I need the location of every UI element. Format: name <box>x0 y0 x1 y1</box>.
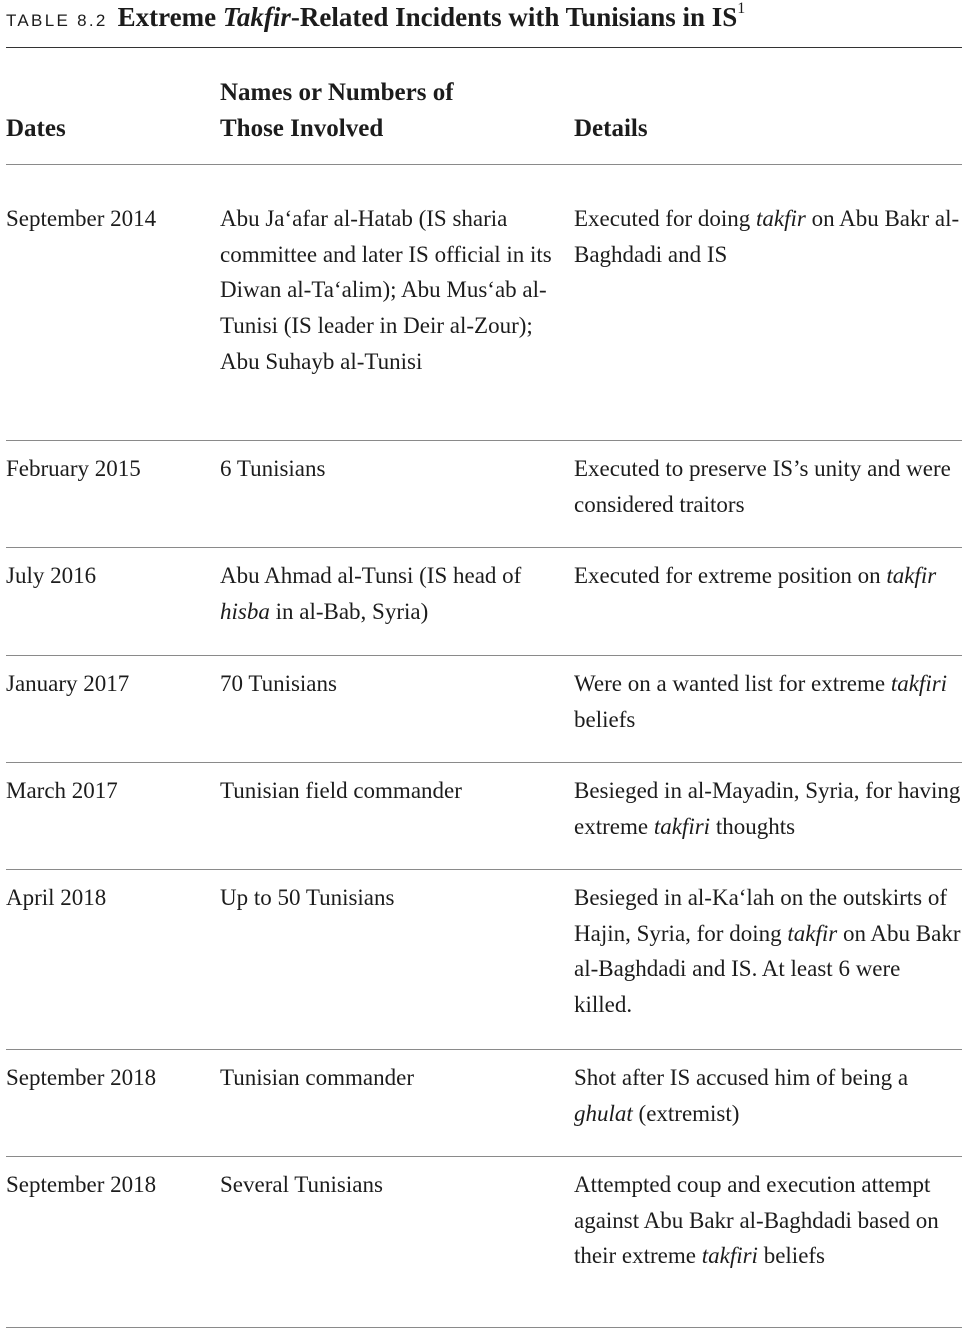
row-names: Tunisian commander <box>220 1065 414 1090</box>
row-details: Executed for doing takfir on Abu Bakr al-Baghdadi and IS <box>574 206 960 267</box>
table-caption <box>6 2 745 33</box>
row-divider <box>6 1156 962 1157</box>
footnote-marker: 1 <box>737 0 746 17</box>
row-names: 6 Tunisians <box>220 456 326 481</box>
row-details: Besieged in al-Ka‘lah on the outskirts of Hajin, Syria, for doing takfir on Abu Bakr al-Baghdadi and IS. At least 6 were killed. <box>574 885 961 1018</box>
row-names: Up to 50 Tunisians <box>220 885 395 910</box>
row-details: Attempted coup and execution attempt against Abu Bakr al-Baghdadi based on their extreme takfiri beliefs <box>574 1172 939 1269</box>
header-dates: Dates <box>6 115 66 142</box>
row-names: Abu Ahmad al-Tunsi (IS head of hisba in al-Bab, Syria) <box>220 563 522 624</box>
row-divider <box>6 762 962 763</box>
row-names: Several Tunisians <box>220 1172 383 1197</box>
header-details: Details <box>574 115 648 142</box>
row-details: Were on a wanted list for extreme takfiri beliefs <box>574 671 948 732</box>
row-date: January 2017 <box>6 671 130 696</box>
row-details: Shot after IS accused him of being a ghulat (extremist) <box>574 1065 909 1126</box>
row-date: April 2018 <box>6 885 107 910</box>
row-details: Besieged in al-Mayadin, Syria, for having extreme takfiri thoughts <box>574 778 961 839</box>
row-divider <box>6 1049 962 1050</box>
row-date: March 2017 <box>6 778 118 803</box>
row-details: Executed for extreme position on takfir <box>574 563 937 588</box>
row-names: 70 Tunisians <box>220 671 337 696</box>
row-names: Abu Ja‘afar al-Hatab (IS sharia committee and later IS official in its Diwan al-Ta‘alim); Abu Mus‘ab al-Tunisi (IS leader in Deir al-Zour); Abu Suhayb al-Tunisi <box>220 206 552 374</box>
row-divider <box>6 869 962 870</box>
caption-rule <box>6 47 962 48</box>
row-date: February 2015 <box>6 456 141 481</box>
row-names: Tunisian field commander <box>220 778 462 803</box>
row-divider <box>6 440 962 441</box>
header-rule <box>6 164 962 165</box>
table-bottom-rule <box>6 1327 962 1328</box>
table-number: TABLE 8.2 <box>6 11 108 30</box>
row-date: September 2014 <box>6 206 157 231</box>
header-names: Names or Numbers of Those Involved <box>220 79 454 142</box>
row-divider <box>6 547 962 548</box>
table-title: Extreme Takfir-Related Incidents with Tunisians in $IS^1$ <box>117 0 746 32</box>
row-date: September 2018 <box>6 1065 157 1090</box>
row-date: September 2018 <box>6 1172 157 1197</box>
row-details: Executed to preserve IS’s unity and were considered traitors <box>574 456 951 517</box>
row-date: July 2016 <box>6 563 97 588</box>
row-divider <box>6 655 962 656</box>
